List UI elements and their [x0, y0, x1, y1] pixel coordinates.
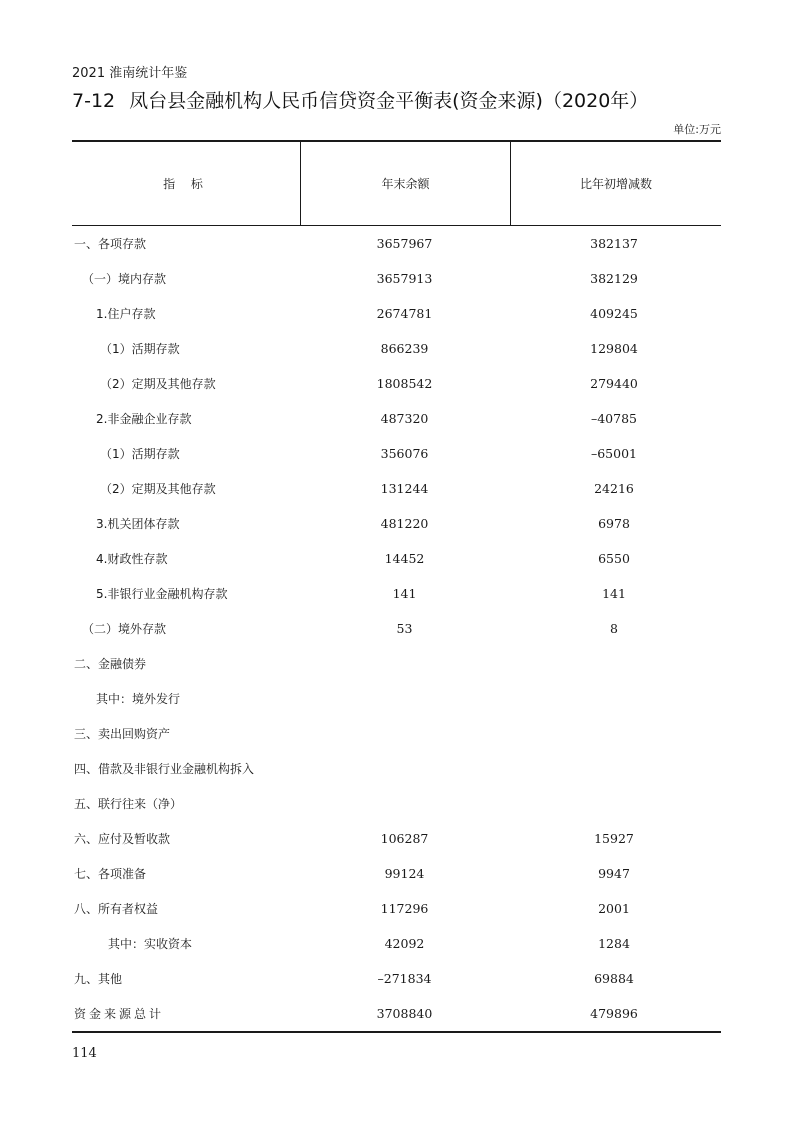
row-balance: 1808542 — [376, 376, 433, 391]
row-change: 15927 — [594, 831, 634, 846]
column-header-year-end-balance: 年末余额 — [301, 142, 511, 225]
row-balance: 141 — [392, 586, 417, 601]
table-row-total — [72, 996, 721, 1031]
row-balance: 356076 — [380, 446, 429, 461]
table-row — [72, 366, 721, 401]
column-header-change: 比年初增减数 — [579, 177, 652, 191]
row-label: 五、联行往来（净） — [74, 797, 183, 811]
row-change: 2001 — [598, 901, 630, 916]
row-label: （一）境内存款 — [82, 272, 167, 286]
row-balance: 866239 — [380, 341, 429, 356]
row-label: 一、各项存款 — [74, 237, 147, 251]
yearbook-name: 2021 淮南统计年鉴 — [72, 66, 188, 81]
unit-label: 单位:万元 — [673, 123, 721, 136]
table-row — [72, 436, 721, 471]
table-row — [72, 856, 721, 891]
row-label: 八、所有者权益 — [74, 902, 159, 916]
table-row — [72, 646, 721, 681]
table-body — [72, 226, 721, 1031]
row-balance: 2674781 — [376, 306, 433, 321]
table-row — [72, 331, 721, 366]
table-row — [72, 226, 721, 261]
page-title — [72, 86, 648, 113]
row-change: 141 — [602, 586, 626, 601]
table-row — [72, 961, 721, 996]
table-row — [72, 611, 721, 646]
row-change: –65001 — [590, 446, 637, 461]
table-row — [72, 296, 721, 331]
row-change: 409245 — [590, 306, 638, 321]
row-balance: 3657967 — [376, 236, 433, 251]
row-label: 七、各项准备 — [74, 867, 147, 881]
row-label: 1.住户存款 — [96, 307, 156, 321]
row-label: 九、其他 — [74, 972, 123, 986]
row-change: 69884 — [594, 971, 634, 986]
row-balance: 481220 — [380, 516, 429, 531]
row-change: 8 — [610, 621, 618, 636]
row-label: 5.非银行业金融机构存款 — [96, 587, 228, 601]
table-number: 7-12 — [72, 90, 116, 112]
row-change: 6978 — [598, 516, 630, 531]
row-label: 四、借款及非银行业金融机构拆入 — [74, 762, 255, 776]
row-balance: 53 — [396, 621, 413, 636]
row-balance: 487320 — [380, 411, 429, 426]
table-row — [72, 786, 721, 821]
row-balance: 106287 — [380, 831, 429, 846]
table-row — [72, 751, 721, 786]
table-row — [72, 261, 721, 296]
row-label: 2.非金融企业存款 — [96, 412, 192, 426]
table-header — [72, 142, 721, 226]
table-row — [72, 576, 721, 611]
table-row — [72, 891, 721, 926]
table-row — [72, 716, 721, 751]
row-label: 其中：实收资本 — [108, 937, 193, 951]
table-row — [72, 681, 721, 716]
table-row — [72, 926, 721, 961]
row-change: 479896 — [590, 1006, 638, 1021]
row-balance: 42092 — [384, 936, 425, 951]
row-change: 24216 — [594, 481, 634, 496]
row-label: 二、金融债券 — [74, 657, 147, 671]
row-change: 9947 — [598, 866, 630, 881]
row-label: （2）定期及其他存款 — [100, 482, 216, 496]
table-row — [72, 541, 721, 576]
row-balance: 117296 — [380, 901, 429, 916]
table-row — [72, 401, 721, 436]
row-label: （1）活期存款 — [100, 342, 180, 356]
row-change: 382129 — [590, 271, 638, 286]
row-label: 六、应付及暂收款 — [74, 832, 171, 846]
row-label: （2）定期及其他存款 — [100, 377, 216, 391]
row-label: （1）活期存款 — [100, 447, 180, 461]
column-header-indicator: 指 标 — [72, 142, 301, 225]
row-change: 382137 — [590, 236, 638, 251]
row-label: 资金来源总计 — [74, 1007, 165, 1021]
row-label: 三、卖出回购资产 — [74, 727, 171, 741]
table-title: 凤台县金融机构人民币信贷资金平衡表(资金来源)（2020年） — [129, 90, 649, 112]
row-label: 其中：境外发行 — [96, 692, 181, 706]
row-change: 129804 — [590, 341, 638, 356]
row-balance: –271834 — [377, 971, 432, 986]
row-change: –40785 — [590, 411, 637, 426]
row-label: （二）境外存款 — [82, 622, 167, 636]
balance-table — [72, 140, 721, 1033]
table-row — [72, 506, 721, 541]
row-balance: 14452 — [384, 551, 425, 566]
row-balance: 3708840 — [376, 1006, 433, 1021]
row-balance: 131244 — [380, 481, 429, 496]
row-label: 4.财政性存款 — [96, 552, 168, 566]
row-balance: 3657913 — [376, 271, 433, 286]
page-number: 114 — [72, 1046, 97, 1061]
table-row — [72, 821, 721, 856]
row-change: 279440 — [590, 376, 638, 391]
row-change: 1284 — [598, 936, 630, 951]
row-change: 6550 — [598, 551, 630, 566]
table-row — [72, 471, 721, 506]
row-balance: 99124 — [384, 866, 425, 881]
row-label: 3.机关团体存款 — [96, 517, 180, 531]
